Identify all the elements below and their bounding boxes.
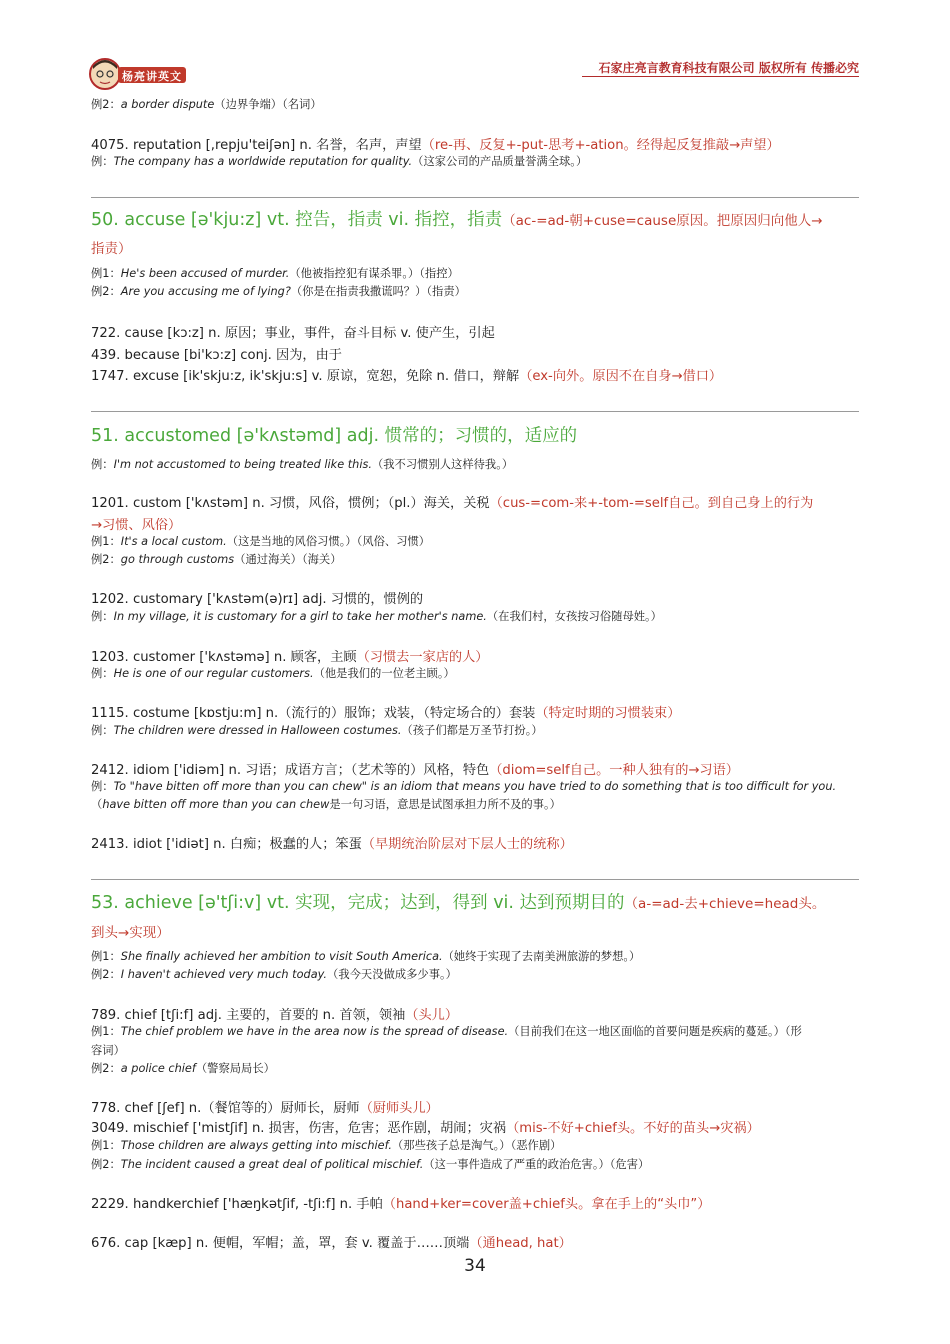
word-entry: 2229. handkerchief ['hæŋkətʃif, -tʃi:f] n. 手帕（hand+ker=cover盖+chief头。拿在手上的“头巾”） <box>91 1197 711 1212</box>
heading-note-continuation: 到头→实现） <box>91 925 170 941</box>
example-line: 例：He is one of our regular customers.（他是我们的一位老主顾。） <box>91 667 455 680</box>
example-line: 例1：It's a local custom.（这是当地的风俗习惯。）（风俗、习惯） <box>91 535 431 548</box>
word-entry: 778. chef [ʃef] n.（餐馆等的）厨师长，厨师（厨师头儿） <box>91 1101 439 1116</box>
section-divider <box>91 197 859 198</box>
section-heading: 53. achieve [ə'tʃi:v] vt. 实现，完成；达到，得到 vi. 达到预期目的（a-=ad-去+chieve=head头。 <box>91 893 826 913</box>
example-line: 例：I'm not accustomed to being treated like this.（我不习惯别人这样待我。） <box>91 458 514 471</box>
word-note-continuation: →习惯、风俗） <box>91 518 182 533</box>
word-entry: 789. chief [tʃi:f] adj. 主要的，首要的 n. 首领，领袖（头儿） <box>91 1008 459 1023</box>
example-line: 例2：go through customs（通过海关）（海关） <box>91 553 342 566</box>
example-line: 例1：He's been accused of murder.（他被指控犯有谋杀罪。）（指控） <box>91 267 459 280</box>
example-line: 例2：I haven't achieved very much today.（我今天没做成多少事。） <box>91 968 457 981</box>
example-line: 例：The company has a worldwide reputation for quality.（这家公司的产品质量誉满全球。） <box>91 155 588 168</box>
example-line: 例2：Are you accusing me of lying?（你是在指责我撒谎吗？）（指责） <box>91 285 466 298</box>
example-line: （have bitten off more than you can chew是一句习语，意思是试图承担力所不及的事。） <box>91 798 561 811</box>
logo-text: 杨亮讲英文 <box>122 70 182 83</box>
word-entry: 3049. mischief ['mistʃif] n. 损害，伤害，危害；恶作剧，胡闹；灾祸（mis-不好+chief头。不好的苗头→灾祸） <box>91 1121 760 1136</box>
example-line: 例：In my village, it is customary for a girl to take her mother's name.（在我们村，女孩按习俗随母姓。） <box>91 610 662 623</box>
section-heading: 50. accuse [ə'kju:z] vt. 控告，指责 vi. 指控，指责（ac-=ad-朝+cuse=cause原因。把原因归向他人→ <box>91 210 823 230</box>
word-entry: 1115. costume [kɒstju:m] n.（流行的）服饰；戏装，（特定场合的）套装（特定时期的习惯装束） <box>91 706 681 721</box>
header-underline <box>582 76 859 77</box>
example-line: 例2：a border dispute（边界争端）（名词） <box>91 98 322 111</box>
copyright-notice: 石家庄亮言教育科技有限公司 版权所有 传播必究 <box>598 61 859 75</box>
example-line: 例：To "have bitten off more than you can chew" is an idiom that means you have tried to do something that is too difficult for you. <box>91 780 837 793</box>
word-entry: 722. cause [kɔ:z] n. 原因；事业，事件，奋斗目标 v. 使产生，引起 <box>91 326 495 341</box>
word-entry: 1747. excuse [ik'skju:z, ik'skju:s] v. 原谅，宽恕，免除 n. 借口，辩解（ex-向外。原因不在自身→借口） <box>91 369 723 384</box>
page-number: 34 <box>464 1256 486 1276</box>
word-entry: 1201. custom ['kʌstəm] n. 习惯，风俗，惯例；（pl.）海关，关税（cus-=com-来+-tom-=self自己。到自己身上的行为 <box>91 496 814 511</box>
section-divider <box>91 879 859 880</box>
example-line: 例：The children were dressed in Halloween costumes.（孩子们都是万圣节打扮。） <box>91 724 543 737</box>
word-entry: 1203. customer ['kʌstəmə] n. 顾客，主顾（习惯去一家店的人） <box>91 650 489 665</box>
heading-note-continuation: 指责） <box>91 241 132 257</box>
logo <box>88 56 188 92</box>
word-entry: 676. cap [kæp] n. 便帽，军帽；盖，罩，套 v. 覆盖于……顶端（通head, hat） <box>91 1236 572 1251</box>
word-entry: 2413. idiot ['idiət] n. 白痴；极蠢的人；笨蛋（早期统治阶层对下层人士的统称） <box>91 837 573 852</box>
example-line: 例1：The chief problem we have in the area now is the spread of disease.（目前我们在这一地区面临的首要问题是疾病的蔓延。）（形 <box>91 1025 802 1038</box>
example-line: 例1：She finally achieved her ambition to visit South America.（她终于实现了去南美洲旅游的梦想。） <box>91 950 641 963</box>
example-line: 例2：a police chief（警察局局长） <box>91 1062 275 1075</box>
example-line: 容词） <box>91 1044 125 1057</box>
word-entry: 2412. idiom ['idiəm] n. 习语；成语方言；（艺术等的）风格，特色（diom=self自己。一种人独有的→习语） <box>91 763 739 778</box>
example-line: 例1：Those children are always getting into mischief.（那些孩子总是淘气。）（恶作剧） <box>91 1139 562 1152</box>
section-heading: 51. accustomed [ə'kʌstəmd] adj. 惯常的；习惯的，适应的 <box>91 426 578 446</box>
section-divider <box>91 411 859 412</box>
word-entry: 1202. customary ['kʌstəm(ə)rɪ] adj. 习惯的，惯例的 <box>91 592 424 607</box>
word-entry: 4075. reputation [,repju'teiʃən] n. 名誉，名声，声望（re-再、反复+-put-思考+-ation。经得起反复推敲→声望） <box>91 138 780 153</box>
example-line: 例2：The incident caused a great deal of political mischief.（这一事件造成了严重的政治危害。）（危害） <box>91 1158 650 1171</box>
word-entry: 439. because [bi'kɔ:z] conj. 因为，由于 <box>91 348 342 363</box>
